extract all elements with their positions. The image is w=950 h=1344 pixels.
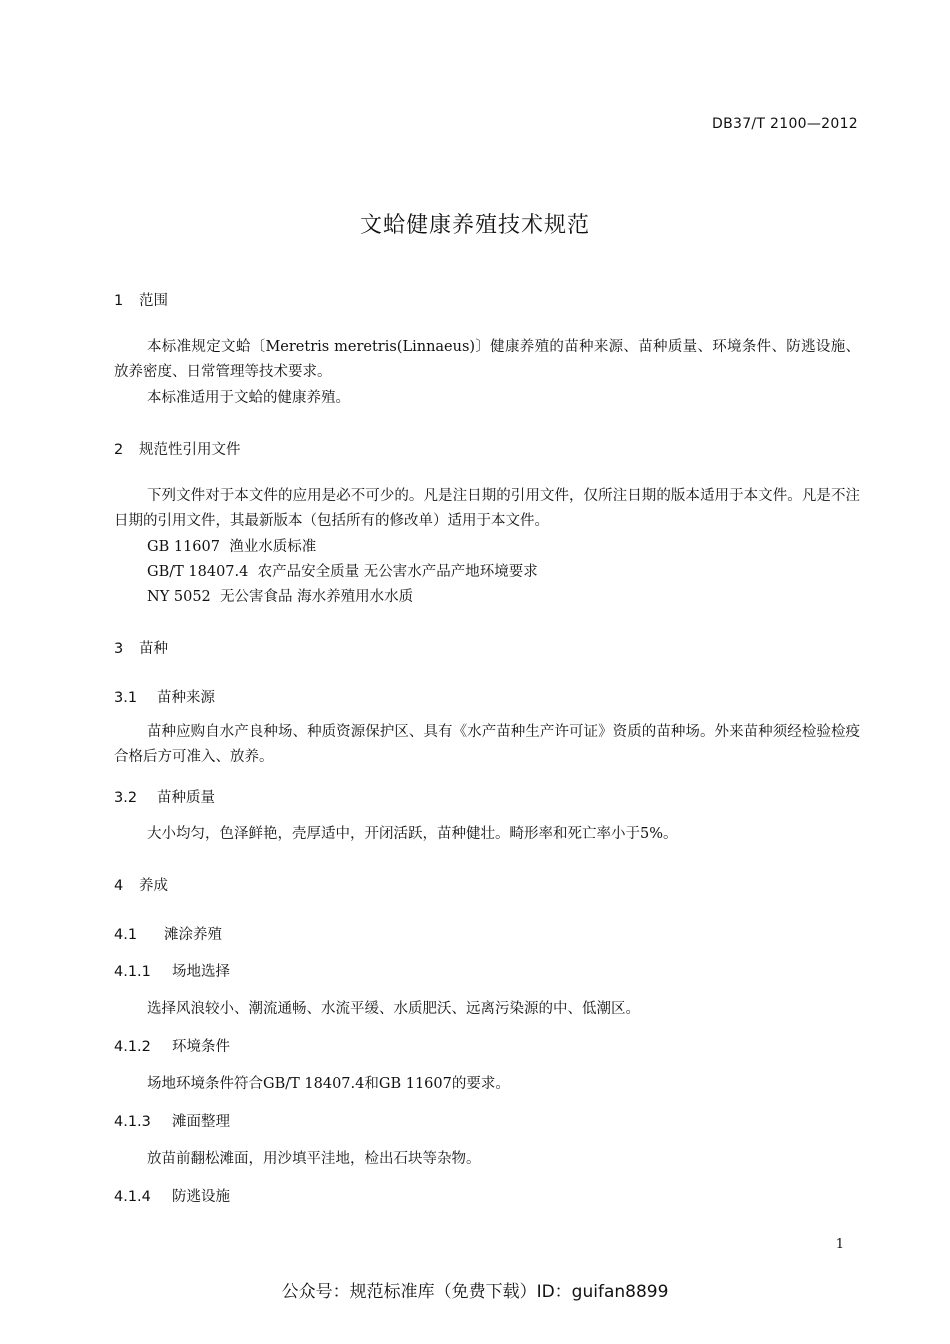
subsection-heading-3-1 <box>114 686 215 707</box>
paragraph: 场地环境条件符合GB/T 18407.4和GB 11607的要求。 <box>147 1076 510 1092</box>
section-title: 防逃设施 <box>172 1189 230 1205</box>
reference-item: NY 5052 无公害食品 海水养殖用水水质 <box>147 589 414 605</box>
section-number: 4.1.3 <box>114 1114 151 1130</box>
section-number: 4.1.2 <box>114 1039 151 1055</box>
section-title: 苗种 <box>139 641 168 657</box>
paragraph: 苗种应购自水产良种场、种质资源保护区、具有《水产苗种生产许可证》资质的苗种场。外来苗种须经检验检疫合格后方可准入、放养。 <box>114 724 860 765</box>
section-number: 3.2 <box>114 790 138 806</box>
section-title: 范围 <box>139 293 168 309</box>
paragraph: 大小均匀，色泽鲜艳，壳厚适中，开闭活跃，苗种健壮。畸形率和死亡率小于5%。 <box>147 826 678 842</box>
subsection-heading-4-1-1 <box>114 960 230 981</box>
section-title: 场地选择 <box>172 964 230 980</box>
section-number: 1 <box>114 293 124 309</box>
section-heading-1 <box>114 289 168 310</box>
paragraph: 本标准规定文蛤〔Meretris meretris(Linnaeus)〕健康养殖的苗种来源、苗种质量、环境条件、防逃设施、放养密度、日常管理等技术要求。 <box>114 339 860 380</box>
reference-item: GB 11607 渔业水质标准 <box>147 539 317 555</box>
section-number: 3 <box>114 641 124 657</box>
subsection-heading-4-1-2 <box>114 1035 230 1056</box>
document-code: DB37/T 2100—2012 <box>712 116 858 132</box>
paragraph: 下列文件对于本文件的应用是必不可少的。凡是注日期的引用文件，仅所注日期的版本适用于本文件。凡是不注日期的引用文件，其最新版本（包括所有的修改单）适用于本文件。 <box>114 488 860 529</box>
section-number: 4.1.4 <box>114 1189 151 1205</box>
subsection-heading-3-2 <box>114 786 215 807</box>
section-title: 苗种质量 <box>157 790 215 806</box>
section-number: 4.1.1 <box>114 964 151 980</box>
section-number: 2 <box>114 442 124 458</box>
paragraph: 选择风浪较小、潮流通畅、水流平缓、水质肥沃、远离污染源的中、低潮区。 <box>147 1001 640 1017</box>
section-title: 滩涂养殖 <box>164 927 222 943</box>
section-title: 环境条件 <box>172 1039 230 1055</box>
footer-watermark: 公众号：规范标准库（免费下载）ID：guifan8899 <box>281 1282 669 1302</box>
section-heading-2 <box>114 438 241 459</box>
page-title: 文蛤健康养殖技术规范 <box>359 213 590 238</box>
section-number: 4.1 <box>114 927 138 943</box>
paragraph: 放苗前翻松滩面，用沙填平洼地，检出石块等杂物。 <box>147 1151 481 1167</box>
section-heading-3 <box>114 637 168 658</box>
section-title: 滩面整理 <box>172 1114 230 1130</box>
section-number: 3.1 <box>114 690 138 706</box>
section-title: 养成 <box>139 878 168 894</box>
subsection-heading-4-1-4 <box>114 1185 230 1206</box>
section-title: 苗种来源 <box>157 690 215 706</box>
subsection-heading-4-1-3 <box>114 1110 230 1131</box>
subsection-heading-4-1 <box>114 923 222 944</box>
page-number: 1 <box>835 1237 844 1252</box>
section-heading-4 <box>114 874 168 895</box>
reference-item: GB/T 18407.4 农产品安全质量 无公害水产品产地环境要求 <box>147 564 538 580</box>
paragraph: 本标准适用于文蛤的健康养殖。 <box>147 390 350 406</box>
section-number: 4 <box>114 878 124 894</box>
section-title: 规范性引用文件 <box>139 442 241 458</box>
